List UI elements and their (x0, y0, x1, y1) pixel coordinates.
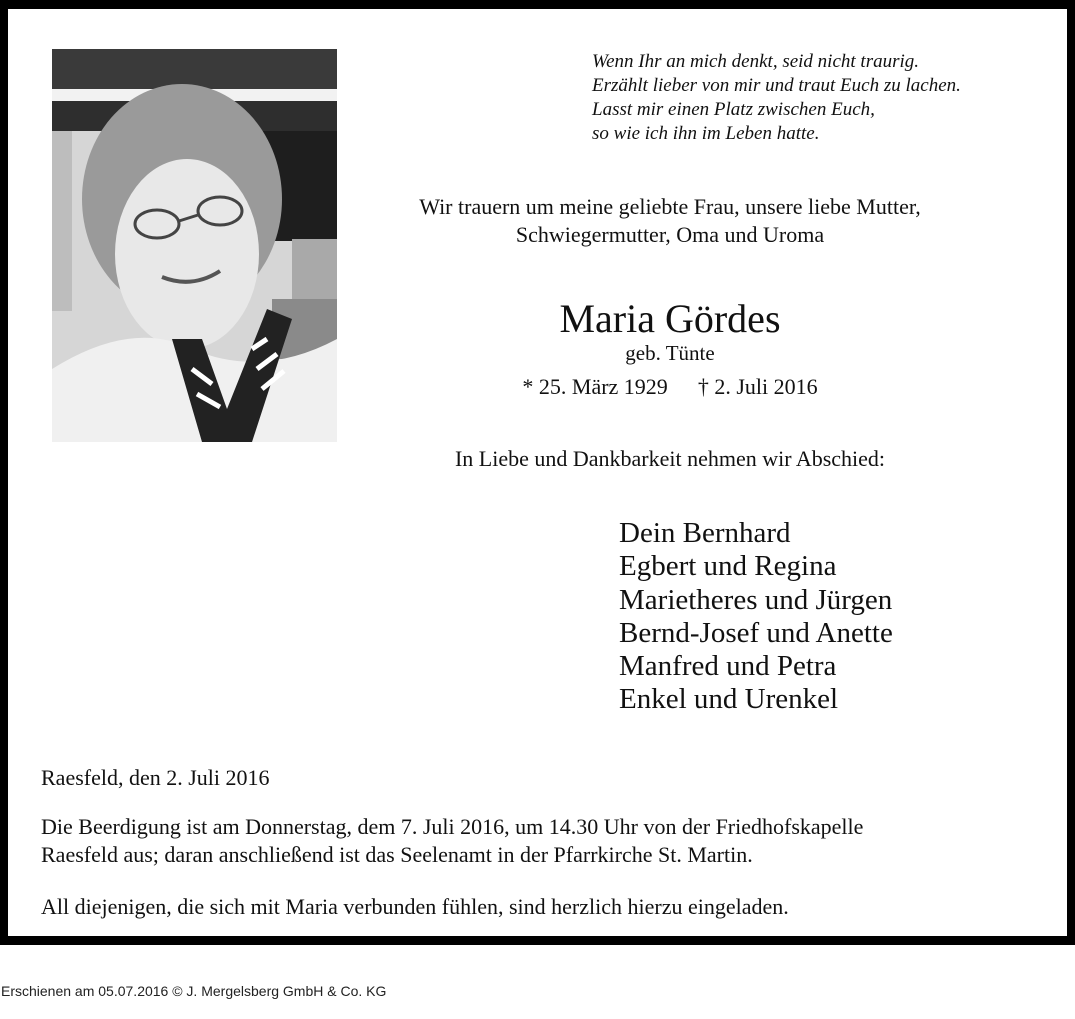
family-list (619, 517, 1039, 717)
poem-line: Erzählt lieber von mir und traut Euch zu lachen. (592, 75, 961, 96)
place-date: Raesfeld, den 2. Juli 2016 (41, 765, 270, 790)
mourning-line-1: Wir trauern um meine geliebte Frau, unsere liebe Mutter, (419, 194, 921, 219)
birth-name: geb. Tünte (625, 341, 715, 365)
poem-line: Lasst mir einen Platz zwischen Euch, (592, 99, 875, 120)
funeral-details (41, 813, 1051, 869)
death-date: † 2. Juli 2016 (697, 374, 818, 399)
funeral-line-1: Die Beerdigung ist am Donnerstag, dem 7. Juli 2016, um 14.30 Uhr von der Friedhofskapelle (41, 814, 864, 839)
family-member: Manfred und Petra (619, 650, 837, 683)
family-member: Marietheres und Jürgen (619, 583, 893, 616)
portrait-illustration (52, 49, 337, 442)
funeral-line-2: Raesfeld aus; daran anschließend ist das Seelenamt in der Pfarrkirche St. Martin. (41, 842, 753, 867)
family-member: Egbert und Regina (619, 550, 837, 583)
life-dates (340, 373, 1000, 401)
mourning-statement (340, 193, 1000, 249)
mourning-line-2: Schwiegermutter, Oma und Uroma (515, 222, 825, 247)
poem-line: so wie ich ihn im Leben hatte. (592, 123, 820, 144)
portrait-photo (52, 49, 337, 442)
invitation: All diejenigen, die sich mit Maria verbunden fühlen, sind herzlich hierzu eingeladen. (41, 894, 789, 919)
deceased-name: Maria Gördes (559, 296, 781, 341)
family-member: Dein Bernhard (619, 517, 791, 549)
publication-footer: Erschienen am 05.07.2016 © J. Mergelsberg GmbH & Co. KG (1, 983, 387, 999)
farewell-line: In Liebe und Dankbarkeit nehmen wir Abschied: (454, 446, 886, 471)
family-member: Bernd-Josef und Anette (619, 616, 893, 649)
birth-date: * 25. März 1929 (522, 374, 668, 399)
poem (592, 50, 1042, 146)
poem-line: Wenn Ihr an mich denkt, seid nicht traurig. (592, 51, 920, 72)
family-member: Enkel und Urenkel (619, 683, 839, 716)
